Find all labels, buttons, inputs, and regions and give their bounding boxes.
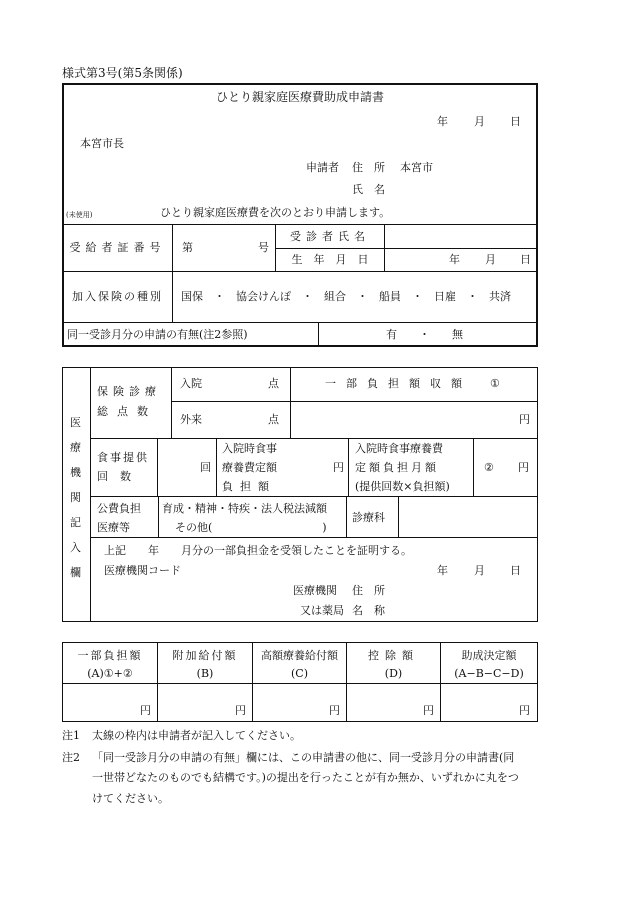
cert-day: 日 (510, 564, 521, 577)
institution-code-label: 医療機関コード (104, 564, 181, 577)
institution-label: 医療機関 (293, 584, 337, 597)
calc-unit: 円 (140, 704, 151, 717)
divider (172, 225, 173, 322)
calc-col-sub: (C) (291, 667, 308, 680)
divider (216, 439, 217, 496)
pharmacy-label: 又は薬局 (300, 604, 344, 617)
unused-caption: (未使用) (66, 211, 93, 219)
calc-unit: 円 (423, 704, 434, 717)
calc-col-label: 高額療養給付額 (261, 649, 338, 662)
calc-col-label: 附加給付額 (172, 649, 238, 662)
form-title: ひとり親家庭医療費助成申請書 (215, 90, 384, 104)
medical-side-label-2: 機 (70, 466, 81, 479)
divider (473, 439, 474, 496)
divider (398, 497, 399, 537)
calc-col-sub: (A)①+② (87, 667, 133, 680)
insurance-points-label-2: 総点数 (97, 405, 157, 418)
partial-burden-marker: ① (490, 377, 500, 390)
calc-unit: 円 (235, 704, 246, 717)
applicant-name-label: 氏 名 (352, 183, 385, 196)
public-burden-label-1: 公費負担 (97, 502, 141, 515)
address-value: 本宮市 (400, 161, 433, 174)
meal-cost-label-3: 負担額 (222, 480, 276, 493)
medical-side-label-0: 医 (70, 416, 81, 429)
medical-side-label-5: 入 (70, 541, 81, 554)
insurance-options: 国保 ・ 協会けんぽ ・ 組合 ・ 船員 ・ 日雇 ・ 共済 (181, 290, 511, 303)
form-number: 様式第3号(第5条関係) (62, 66, 183, 80)
same-month-options: 有 ・ 無 (386, 328, 463, 341)
cert-month: 月 (474, 564, 485, 577)
patient-name-label: 受診者氏名 (290, 230, 370, 243)
divider (90, 368, 91, 621)
calc-col-label: 一部負担額 (77, 649, 143, 662)
meal-cost-unit: 円 (333, 461, 344, 474)
calc-unit: 円 (519, 704, 530, 717)
public-burden-options-1: 育成・精神・特疾・法人税法減額 (162, 502, 327, 515)
note-mark: 注2 (62, 751, 80, 764)
calc-col-sub: (A−B−C−D) (454, 667, 524, 680)
patient-dob-label: 生 年 月 日 (291, 253, 369, 266)
meal-provision-label-1: 食事提供 (97, 451, 149, 464)
applicant-label: 申請者 (306, 161, 339, 174)
divider (157, 439, 158, 496)
note-line: 「同一受診月分の申請の有無」欄には、この申請書の他に、同一受診月分の申請書(同 (92, 751, 515, 764)
certification-text: 上記 年 月分の一部負担金を受領したことを証明する。 (104, 544, 412, 557)
inpatient-label: 入院 (180, 377, 202, 390)
meal-burden-marker: ② (484, 461, 494, 474)
inpatient-unit: 点 (268, 377, 279, 390)
divider (346, 497, 347, 537)
divider (348, 439, 349, 496)
calc-unit: 円 (329, 704, 340, 717)
divider (276, 248, 536, 249)
partial-burden-unit: 円 (519, 413, 530, 426)
insurance-points-label-1: 保険診療 (97, 385, 161, 398)
divider (158, 497, 159, 537)
date-day: 日 (510, 115, 521, 128)
meal-provision-label-2: 回数 (97, 470, 143, 483)
meal-burden-label-3: (提供回数×負担額) (355, 480, 450, 493)
divider (171, 368, 172, 438)
medical-side-label-6: 欄 (70, 566, 81, 579)
request-text: ひとり親家庭医療費を次のとおり申請します。 (160, 206, 391, 219)
cert-suffix: 号 (258, 241, 269, 254)
divider (63, 271, 537, 272)
divider (63, 322, 537, 323)
meal-cost-label-2: 療養費定額 (222, 461, 277, 474)
insurance-label: 加入保険の種別 (72, 290, 163, 303)
addressee: 本宮市長 (80, 137, 124, 150)
cert-prefix: 第 (182, 241, 193, 254)
address-label: 住 所 (352, 161, 385, 174)
same-month-label: 同一受診月分の申請の有無(注2参照) (67, 328, 248, 341)
medical-side-label-1: 療 (70, 441, 81, 454)
note-mark: 注1 (62, 729, 80, 742)
note-text: 太線の枠内は申請者が記入してください。 (92, 729, 301, 742)
calc-col-sub: (D) (384, 667, 403, 680)
cert-year: 年 (437, 564, 448, 577)
public-burden-options-2: その他( ) (175, 521, 327, 534)
medical-side-label-3: 関 (70, 491, 81, 504)
note-line: けてください。 (92, 792, 169, 805)
meal-provision-unit: 回 (200, 461, 211, 474)
department-label: 診療科 (352, 511, 385, 524)
meal-burden-label-1: 入院時食事療養費 (355, 442, 443, 455)
dob-year: 年 (449, 253, 460, 266)
calc-col-label: 控除額 (368, 649, 419, 662)
divider (63, 683, 537, 684)
outpatient-unit: 点 (268, 413, 279, 426)
public-burden-label-2: 医療等 (97, 521, 130, 534)
dob-month: 月 (485, 253, 496, 266)
calc-col-label: 助成決定額 (461, 649, 517, 662)
divider (91, 537, 537, 538)
institution-name-label: 名 称 (352, 604, 385, 617)
calc-col-sub: (B) (196, 667, 214, 680)
partial-burden-label: 一部負担額収額 (325, 377, 472, 390)
meal-cost-label-1: 入院時食事 (222, 442, 277, 455)
institution-address-label: 住 所 (352, 584, 385, 597)
divider (63, 224, 537, 225)
dob-day: 日 (520, 253, 531, 266)
date-year: 年 (437, 115, 448, 128)
outpatient-label: 外来 (180, 413, 202, 426)
meal-burden-label-2: 定額負担月額 (355, 461, 439, 474)
divider (172, 401, 537, 402)
meal-burden-unit: 円 (518, 461, 529, 474)
date-month: 月 (474, 115, 485, 128)
divider (290, 368, 291, 438)
recipient-cert-label: 受給者証番号 (69, 241, 166, 254)
medical-side-label-4: 記 (70, 516, 81, 529)
divider (318, 323, 319, 346)
note-line: 一世帯どなたのものでも結構です。)の提出を行ったことが有か無か、いずれかに丸をつ (92, 771, 519, 784)
